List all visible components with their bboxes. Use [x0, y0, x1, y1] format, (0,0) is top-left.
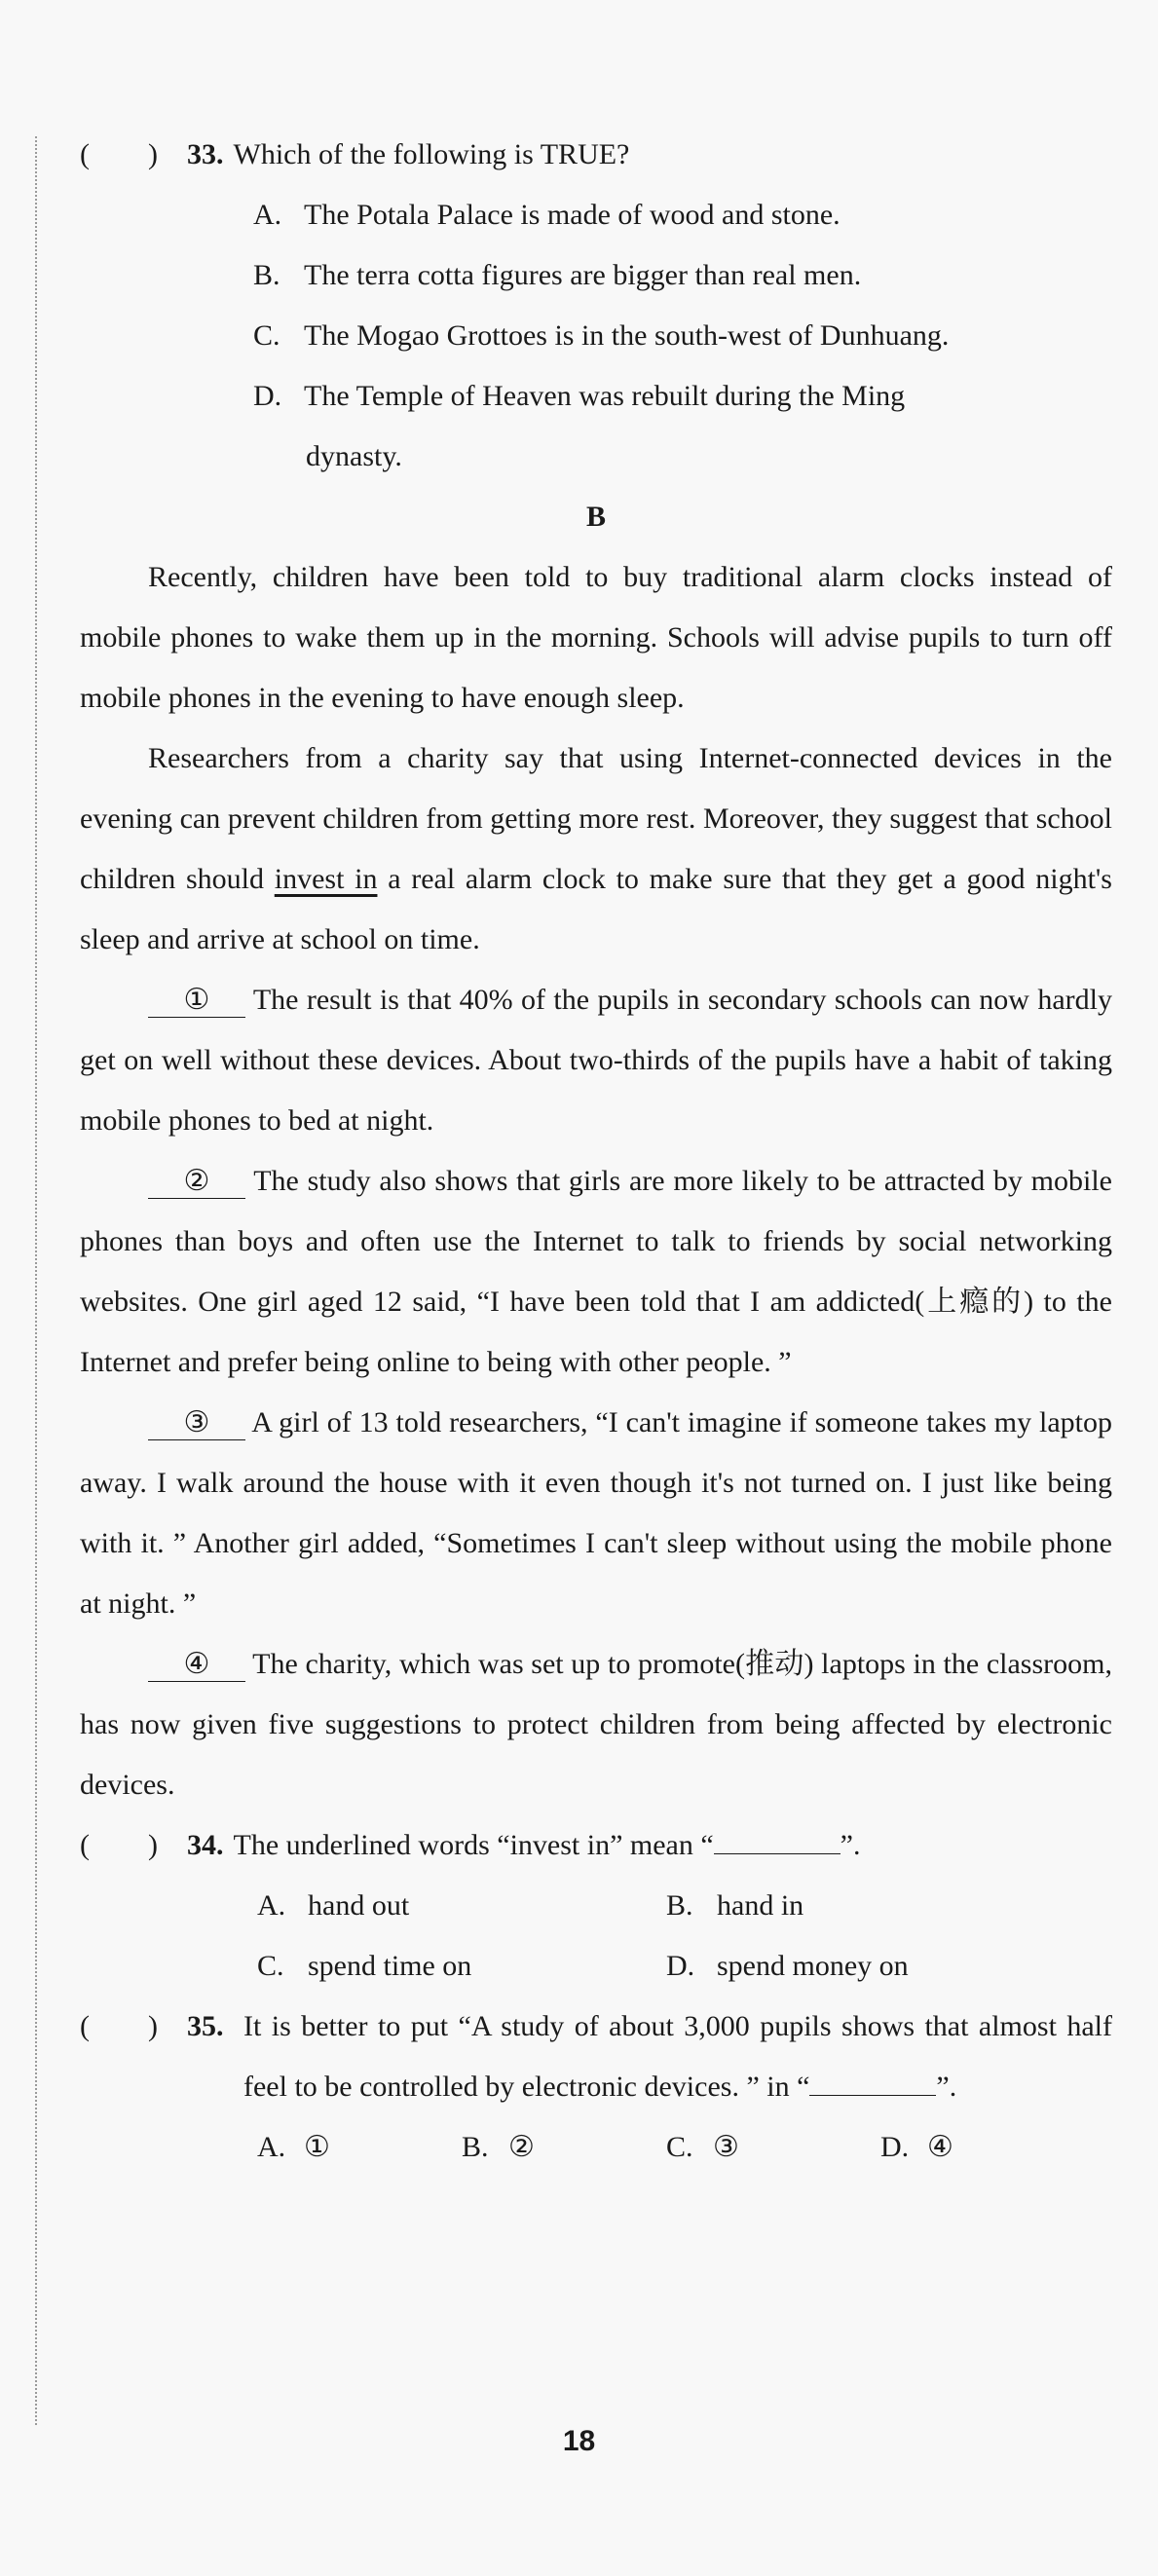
- answer-bracket-33[interactable]: ( ): [80, 138, 158, 170]
- question-35-lead: [80, 1997, 243, 2117]
- options-35: [80, 2117, 1112, 2178]
- page-content: [80, 125, 1112, 2178]
- paragraph-text: A girl of 13 told researchers, “I can't imagine if someone takes my laptop away. I walk around the house with it even though it's not turned on. I just like being with it. ” Another girl added, “Sometimes I can't sleep without using the mobile phone at night. ”: [80, 1406, 1112, 1620]
- option-35-b: [462, 2117, 666, 2178]
- fill-in-blank-35[interactable]: [809, 2095, 936, 2096]
- option-text: ②: [508, 2131, 535, 2163]
- question-stem-34-end: ”.: [840, 1829, 861, 1861]
- option-34-b: [666, 1876, 1075, 1936]
- option-letter: A.: [257, 1889, 286, 1922]
- option-33-b: [80, 245, 1112, 306]
- option-33-c: [80, 306, 1112, 366]
- passage-paragraph-5: [80, 1393, 1112, 1634]
- option-text: The terra cotta figures are bigger than real men.: [304, 259, 862, 291]
- option-35-a: [257, 2117, 462, 2178]
- option-letter: C.: [666, 2131, 693, 2163]
- question-stem-33: Which of the following is TRUE?: [233, 138, 630, 170]
- option-text: ③: [713, 2131, 739, 2163]
- option-letter: A.: [257, 2131, 286, 2163]
- option-text: ①: [304, 2131, 330, 2163]
- paragraph-text: The result is that 40% of the pupils in secondary schools can now hardly get on well without these devices. About two-thirds of the pupils have a habit of taking mobile phones to bed at night.: [80, 984, 1112, 1137]
- blank-marker-1: ①: [148, 984, 245, 1018]
- options-34: [80, 1876, 1112, 1997]
- option-letter: D.: [666, 1950, 695, 1982]
- option-34-a: [257, 1876, 666, 1936]
- passage-paragraph-6: [80, 1634, 1112, 1815]
- option-34-d: [666, 1936, 1075, 1997]
- blank-marker-4: ④: [148, 1648, 245, 1682]
- answer-bracket-34[interactable]: ( ): [80, 1829, 158, 1861]
- option-letter: C.: [253, 319, 280, 352]
- blank-marker-3: ③: [148, 1406, 245, 1440]
- passage-paragraph-3: [80, 970, 1112, 1151]
- answer-bracket-35[interactable]: ( ): [80, 2010, 158, 2042]
- option-letter: B.: [462, 2131, 489, 2163]
- option-34-c: [257, 1936, 666, 1997]
- stem-text-end: ”.: [936, 2071, 957, 2103]
- option-text: hand in: [717, 1889, 804, 1922]
- question-number-35: 35.: [187, 2010, 224, 2042]
- underlined-phrase: invest in: [274, 863, 378, 895]
- passage-paragraph-1: Recently, children have been told to buy traditional alarm clocks instead of mobile phones to wake them up in the morning. Schools will advise pupils to turn off mobile phones in the evening to have enough sleep.: [80, 561, 1112, 714]
- page-number: 18: [562, 2425, 596, 2457]
- option-text: ④: [927, 2131, 953, 2163]
- paragraph-text: Researchers from a charity say that using Internet-connected devices in the evening can prevent children from getting more rest. Moreover, they suggest that school children should: [80, 742, 1112, 895]
- question-stem-35: [243, 1997, 1112, 2117]
- option-text: The Mogao Grottoes is in the south-west of Dunhuang.: [304, 319, 950, 352]
- option-text: spend money on: [717, 1950, 909, 1982]
- option-letter: A.: [253, 199, 282, 231]
- section-title-b: B: [585, 501, 606, 533]
- passage-paragraph-4: [80, 1151, 1112, 1393]
- option-letter: D.: [253, 380, 282, 412]
- option-35-c: [666, 2117, 880, 2178]
- option-33-a: [80, 185, 1112, 245]
- fill-in-blank-34[interactable]: [714, 1853, 840, 1854]
- option-letter: B.: [253, 259, 280, 291]
- question-33: [80, 125, 1112, 185]
- option-text: hand out: [308, 1889, 410, 1922]
- question-number-34: 34.: [187, 1829, 224, 1861]
- option-text: spend time on: [308, 1950, 472, 1982]
- passage-paragraph-2: [80, 728, 1112, 970]
- option-33-d-continuation: dynasty.: [306, 440, 402, 472]
- option-33-d: [80, 366, 1112, 427]
- paragraph-text: The study also shows that girls are more likely to be attracted by mobile phones than boys and often use the Internet to talk to friends by social networking websites. One girl aged 12 said, “I have been told that I am addicted(上瘾的) to the Internet and prefer being online to being with other people. ”: [80, 1165, 1112, 1378]
- option-letter: B.: [666, 1889, 693, 1922]
- question-35: [80, 1997, 1112, 2117]
- question-number-33: 33.: [187, 138, 224, 170]
- binding-margin-line: [35, 136, 37, 2425]
- question-stem-34: The underlined words “invest in” mean “: [233, 1829, 714, 1861]
- paragraph-text: a real alarm clock to make sure that they get a good night's sleep and arrive at school on time.: [80, 863, 1112, 955]
- option-35-d: [880, 2117, 1095, 2178]
- question-34: [80, 1815, 1112, 1876]
- option-letter: D.: [880, 2131, 910, 2163]
- option-letter: C.: [257, 1950, 284, 1982]
- option-text: The Potala Palace is made of wood and stone.: [304, 199, 840, 231]
- blank-marker-2: ②: [148, 1165, 245, 1199]
- paragraph-text: The charity, which was set up to promote(推动) laptops in the classroom, has now given five suggestions to protect children from being affected by electronic devices.: [80, 1648, 1112, 1801]
- option-text: The Temple of Heaven was rebuilt during the Ming: [304, 380, 906, 412]
- stem-text: It is better to put “A study of about 3,000 pupils shows that almost half feel to be controlled by electronic devices. ” in “: [243, 2010, 1112, 2103]
